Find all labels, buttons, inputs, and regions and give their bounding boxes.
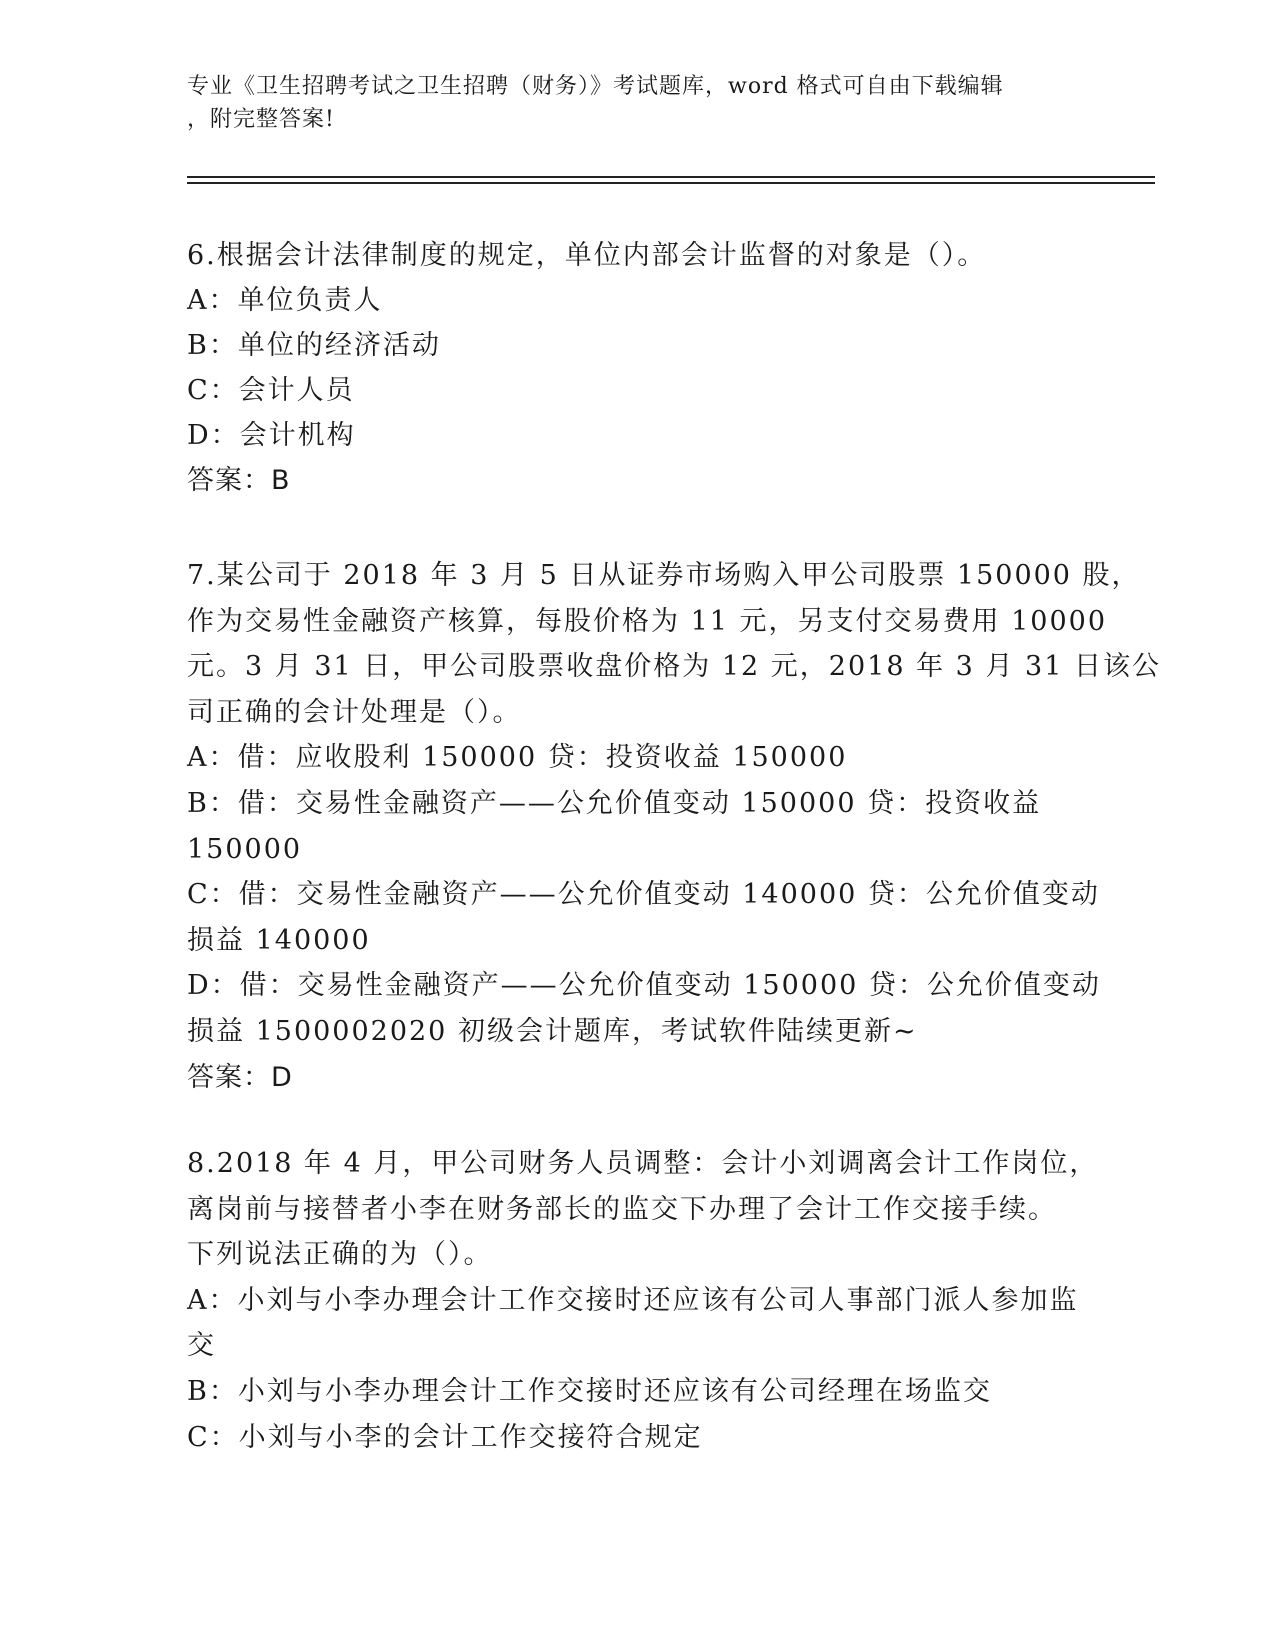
question-6-option-d: D：会计机构 (187, 420, 356, 451)
question-6-stem: 6.根据会计法律制度的规定，单位内部会计监督的对象是（）。 (187, 240, 987, 271)
header-line-2: ，附完整答案! (187, 107, 335, 132)
question-8 (187, 1141, 1099, 1460)
question-7-stem-line: 元。3 月 31 日，甲公司股票收盘价格为 12 元，2018 年 3 月 31 日该公 (187, 651, 1161, 683)
question-6-option-a: A：单位负责人 (187, 285, 383, 316)
question-8-stem-line: 8.2018 年 4 月，甲公司财务人员调整：会计小刘调离会计工作岗位， (187, 1148, 1099, 1179)
question-6-answer: 答案：B (187, 465, 291, 496)
question-8-option-b: B：小刘与小李办理会计工作交接时还应该有公司经理在场监交 (187, 1375, 992, 1407)
question-7-option-c-cont: 损益 140000 (187, 924, 371, 956)
header-divider-top (187, 176, 1155, 178)
question-6-option-c: C：会计人员 (187, 375, 355, 406)
question-7 (187, 553, 1161, 1100)
question-7-option-a: A：借：应收股利 150000 贷：投资收益 150000 (187, 742, 848, 774)
question-7-option-b: B：借：交易性金融资产——公允价值变动 150000 贷：投资收益 (187, 787, 1042, 819)
header-line-1: 专业《卫生招聘考试之卫生招聘（财务）》考试题库，word 格式可自由下载编辑 (187, 74, 1004, 99)
question-7-stem-line: 7.某公司于 2018 年 3 月 5 日从证券市场购入甲公司股票 150000 股， (187, 560, 1141, 591)
question-7-option-b-cont: 150000 (187, 833, 303, 865)
question-7-option-c: C：借：交易性金融资产——公允价值变动 140000 贷：公允价值变动 (187, 879, 1100, 911)
question-8-option-a: A：小刘与小李办理会计工作交接时还应该有公司人事部门派人参加监 (187, 1284, 1079, 1316)
question-7-stem-line: 作为交易性金融资产核算，每股价格为 11 元，另支付交易费用 10000 (187, 605, 1107, 637)
header-divider-bottom (187, 182, 1155, 184)
question-7-option-d: D：借：交易性金融资产——公允价值变动 150000 贷：公允价值变动 (187, 970, 1101, 1002)
question-8-option-a-cont: 交 (187, 1330, 216, 1362)
document-header (187, 70, 1067, 136)
question-7-answer: 答案：D (187, 1061, 293, 1093)
question-8-stem-line: 离岗前与接替者小李在财务部长的监交下办理了会计工作交接手续。 (187, 1193, 1057, 1225)
question-6-option-b: B：单位的经济活动 (187, 330, 441, 361)
question-8-stem-line: 下列说法正确的为（）。 (187, 1239, 493, 1271)
question-7-stem-line: 司正确的会计处理是（）。 (187, 696, 522, 728)
question-7-option-d-cont: 损益 1500002020 初级会计题库，考试软件陆续更新~ (187, 1015, 918, 1047)
question-6 (187, 233, 1087, 503)
question-8-option-c: C：小刘与小李的会计工作交接符合规定 (187, 1421, 703, 1453)
